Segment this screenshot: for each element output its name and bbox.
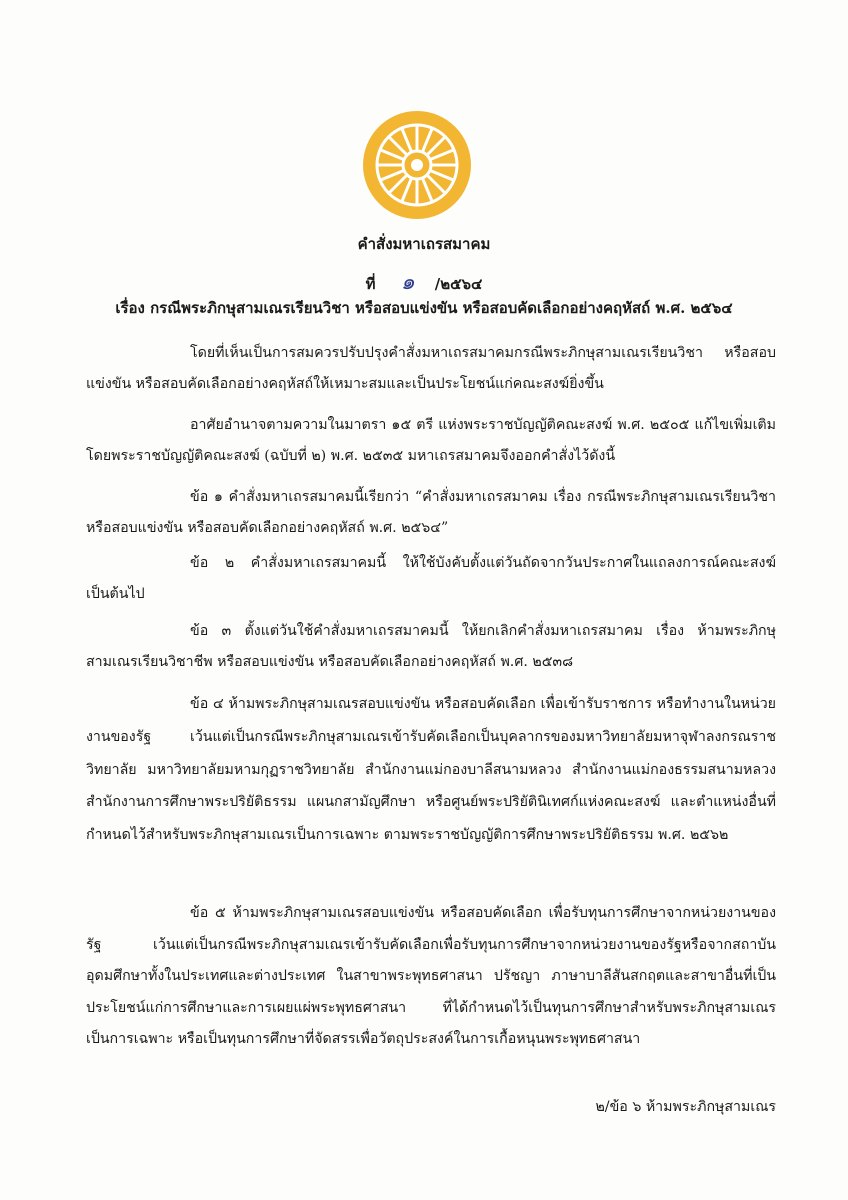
order-subject: เรื่อง กรณีพระภิกษุสามเณรเรียนวิชา หรือสอบแข่งขัน หรือสอบคัดเลือกอย่างคฤหัสถ์ พ.ศ. ๒๕๖๔ bbox=[115, 299, 733, 317]
paragraph-clause-4: ข้อ ๔ ห้ามพระภิกษุสามเณรสอบแข่งขัน หรือสอบคัดเลือก เพื่อเข้ารับราชการ หรือทำงานในหน่วยงานของรัฐ เว้นแต่เป็นกรณีพระภิกษุสามเณรเข้ารับคัดเลือกเป็นบุคลากรของมหาวิทยาลัยมหาจุฬาลงกรณราชวิทยาลัย มหาวิทยาลัยมหามกุฏราชวิทยาลัย สำนักงานแม่กองบาลีสนามหลวง สำนักงานแม่กองธรรมสนามหลวง สำนักงานการศึกษาพระปริยัติธรรม แผนกสามัญศึกษา หรือศูนย์พระปริยัตินิเทศก์แห่งคณะสงฆ์ และตำแหน่งอื่นที่กำหนดไว้สำหรับพระภิกษุสามเณรเป็นการเฉพาะ ตามพระราชบัญญัติการศึกษาพระปริยัติธรรม พ.ศ. ๒๕๖๒ bbox=[86, 696, 776, 844]
order-label: ที่ bbox=[365, 275, 376, 293]
paragraph-clause-1: ข้อ ๑ คำสั่งมหาเถรสมาคมนี้เรียกว่า “คำสั่งมหาเถรสมาคม เรื่อง กรณีพระภิกษุสามเณรเรียนวิชา หรือสอบแข่งขัน หรือสอบคัดเลือกอย่างคฤหัสถ์ พ.ศ. ๒๕๖๔” bbox=[86, 489, 776, 536]
continued-reference: ๒/ข้อ ๖ ห้ามพระภิกษุสามเณร bbox=[595, 1099, 776, 1115]
paragraph-preamble: โดยที่เห็นเป็นการสมควรปรับปรุงคำสั่งมหาเถรสมาคมกรณีพระภิกษุสามเณรเรียนวิชา หรือสอบแข่งขัน หรือสอบคัดเลือกอย่างคฤหัสถ์ให้เหมาะสมและเป็นประโยชน์แก่คณะสงฆ์ยิ่งขึ้น bbox=[86, 345, 776, 392]
order-number-handwritten: ๑ bbox=[400, 270, 415, 295]
order-number-line bbox=[0, 264, 848, 299]
paragraph-clause-5: ข้อ ๕ ห้ามพระภิกษุสามเณรสอบแข่งขัน หรือสอบคัดเลือก เพื่อรับทุนการศึกษาจากหน่วยงานของรัฐ เว้นแต่เป็นกรณีพระภิกษุสามเณรเข้ารับคัดเลือกเพื่อรับทุนการศึกษาจากหน่วยงานของรัฐหรือจากสถาบันอุดมศึกษาทั้งในประเทศและต่างประเทศ ในสาขาพระพุทธศาสนา ปรัชญา ภาษาบาลีสันสกฤตและสาขาอื่นที่เป็นประโยชน์แก่การศึกษาและการเผยแผ่พระพุทธศาสนา ที่ได้กำหนดไว้เป็นทุนการศึกษาสำหรับพระภิกษุสามเณรเป็นการเฉพาะ หรือเป็นทุนการศึกษาที่จัดสรรเพื่อวัตถุประสงค์ในการเกื้อหนุนพระพุทธศาสนา bbox=[86, 905, 776, 1047]
paragraph-clause-3: ข้อ ๓ ตั้งแต่วันใช้คำสั่งมหาเถรสมาคมนี้ ให้ยกเลิกคำสั่งมหาเถรสมาคม เรื่อง ห้ามพระภิกษุสามเณรเรียนวิชาชีพ หรือสอบแข่งขัน หรือสอบคัดเลือกอย่างคฤหัสถ์ พ.ศ. ๒๕๓๘ bbox=[86, 623, 776, 670]
paragraph-clause-2: ข้อ ๒ คำสั่งมหาเถรสมาคมนี้ ให้ใช้บังคับตั้งแต่วันถัดจากวันประกาศในแถลงการณ์คณะสงฆ์เป็นต้นไป bbox=[86, 555, 776, 602]
paragraph-authority: อาศัยอำนาจตามความในมาตรา ๑๕ ตรี แห่งพระราชบัญญัติคณะสงฆ์ พ.ศ. ๒๕๐๕ แก้ไขเพิ่มเติมโดยพระราชบัญญัติคณะสงฆ์ (ฉบับที่ ๒) พ.ศ. ๒๕๓๕ มหาเถรสมาคมจึงออกคำสั่งไว้ดังนี้ bbox=[86, 417, 776, 464]
order-year: /๒๕๖๔ bbox=[434, 275, 483, 293]
order-title: คำสั่งมหาเถรสมาคม bbox=[357, 235, 491, 253]
dharma-wheel-seal-icon bbox=[362, 110, 472, 220]
